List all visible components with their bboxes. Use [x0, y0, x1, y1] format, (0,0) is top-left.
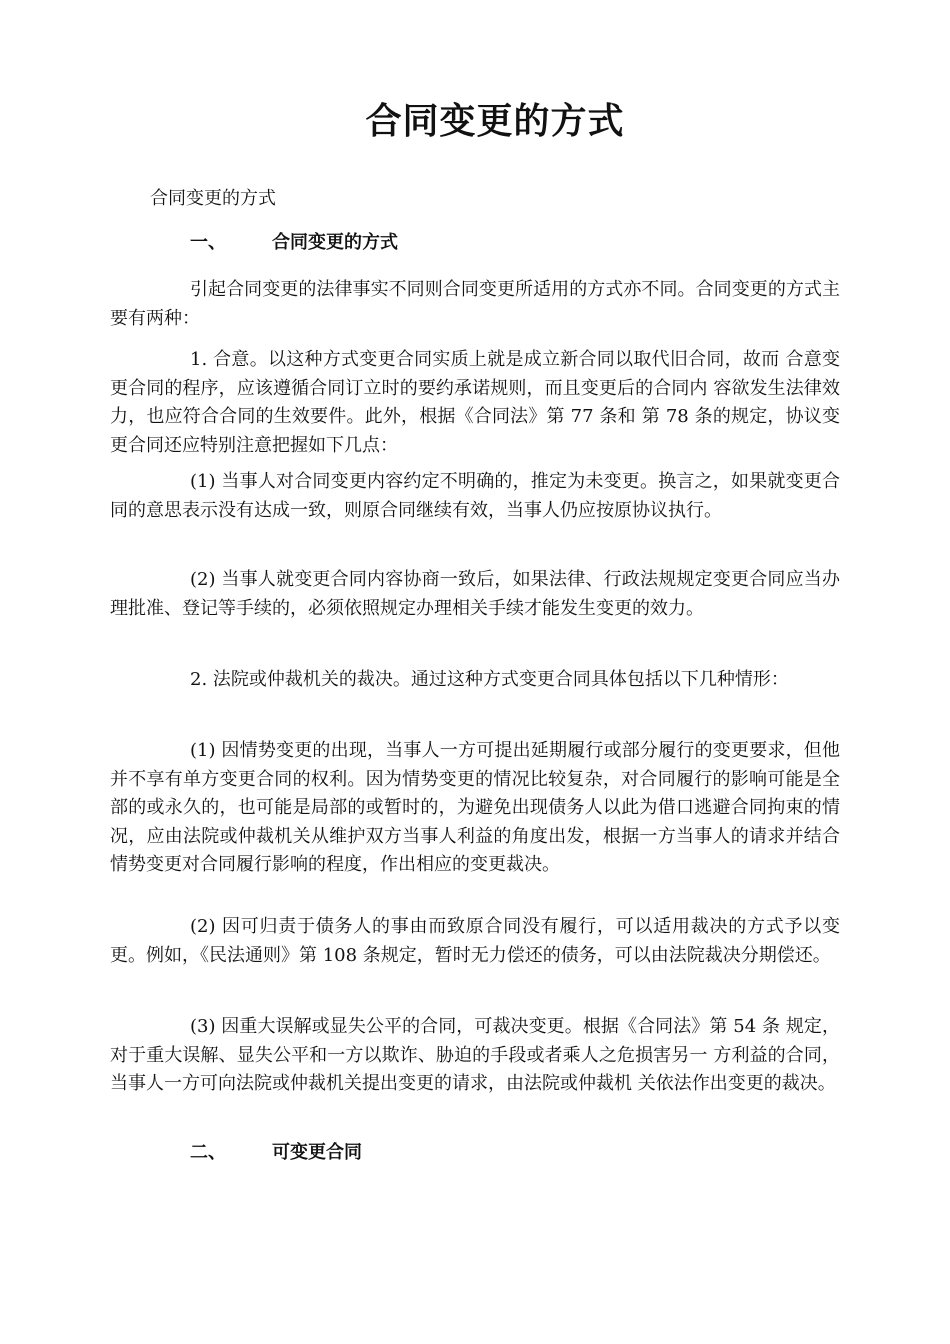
section-heading-text: 可变更合同 [272, 1142, 362, 1163]
paragraph: (3) 因重大误解或显失公平的合同，可裁决变更。根据《合同法》第 54 条 规定，对于重大误解、显失公平和一方以欺诈、胁迫的手段或者乘人之危损害另一 方利益的合同，当事人一方可向法院或仲裁机关提出变更的请求，由法院或仲裁机 关依法作出变更的裁决。 [110, 1016, 840, 1094]
document-title: 合同变更的方式 [365, 101, 625, 142]
section-number: 二、 [190, 1142, 226, 1163]
paragraph: (2) 因可归责于债务人的事由而致原合同没有履行，可以适用裁决的方式予以变更。例如，《民法通则》第 108 条规定，暂时无力偿还的债务，可以由法院裁决分期偿还。 [110, 916, 840, 966]
paragraph: (2) 当事人就变更合同内容协商一致后，如果法律、行政法规规定变更合同应当办理批准、登记等手续的，必须依照规定办理相关手续才能发生变更的效力。 [110, 569, 840, 619]
section-heading-1 [190, 230, 398, 256]
document-subtitle: 合同变更的方式 [150, 188, 276, 209]
paragraph: (1) 因情势变更的出现，当事人一方可提出延期履行或部分履行的变更要求，但他并不享有单方变更合同的权利。因为情势变更的情况比较复杂，对合同履行的影响可能是全部的或永久的，也可能是局部的或暂时的，为避免出现债务人以此为借口逃避合同拘束的情况，应由法院或仲裁机关从维护双方当事人利益的角度出发，根据一方当事人的请求并结合情势变更对合同履行影响的程度，作出相应的变更裁决。 [110, 740, 840, 875]
section-heading-2 [190, 1140, 362, 1166]
paragraph: (1) 当事人对合同变更内容约定不明确的，推定为未变更。换言之，如果就变更合同的意思表示没有达成一致，则原合同继续有效，当事人仍应按原协议执行。 [110, 471, 840, 521]
paragraph: 2. 法院或仲裁机关的裁决。通过这种方式变更合同具体包括以下几种情形： [190, 669, 789, 690]
paragraph: 引起合同变更的法律事实不同则合同变更所适用的方式亦不同。合同变更的方式主要有两种： [110, 279, 840, 329]
section-number: 一、 [190, 232, 226, 253]
section-heading-text: 合同变更的方式 [272, 232, 398, 253]
paragraph: 1. 合意。以这种方式变更合同实质上就是成立新合同以取代旧合同，故而 合意变更合同的程序，应该遵循合同订立时的要约承诺规则，而且变更后的合同内 容欲发生法律效力，也应符合合同的生效要件。此外，根据《合同法》第 77 条和 第 78 条的规定，协议变更合同还应特别注意把握如下几点： [110, 349, 840, 456]
